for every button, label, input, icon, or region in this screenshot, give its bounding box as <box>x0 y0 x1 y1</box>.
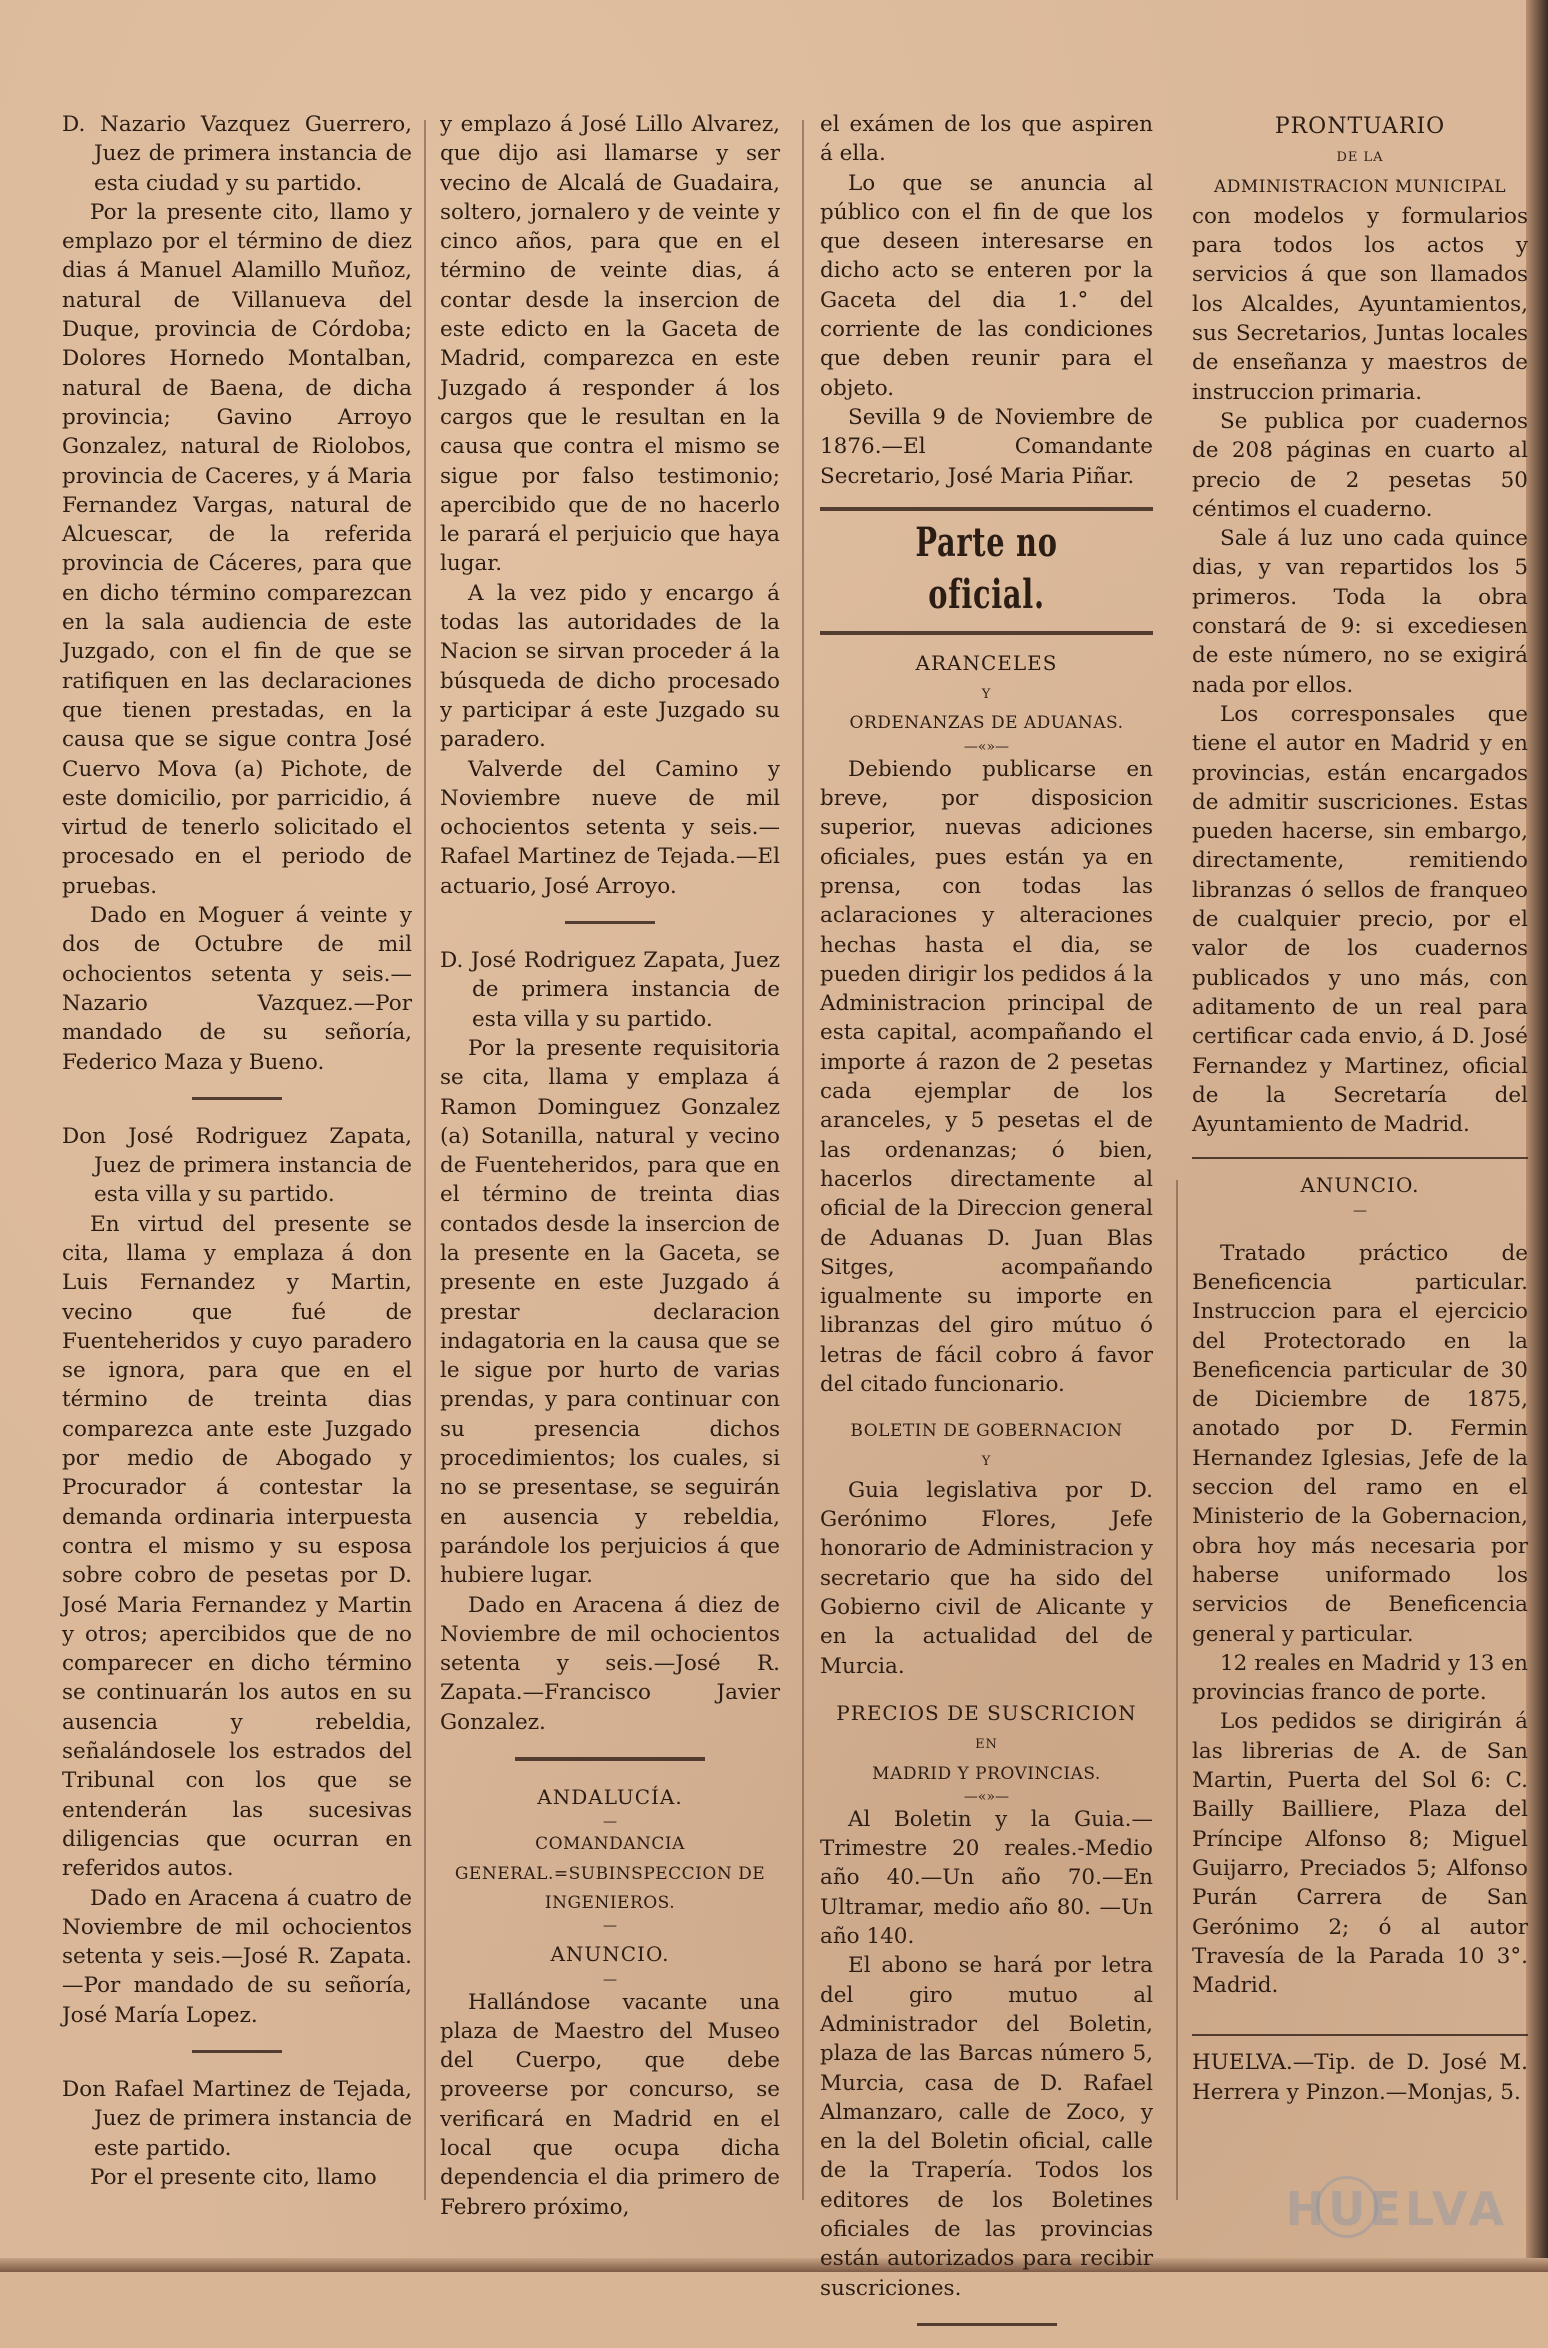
anuncio-text-1: Tratado práctico de Beneficencia particular. Instruccion para el ejercicio del Protectorado en la Beneficencia particular de 30 de Diciembre de 1875, anotado por D. Fermin Hernandez Iglesias, Jefe de la seccion del ramo en el Ministerio de la Gobernacion, obra hoy más necesaria por haberse uniformado los servicios de Beneficencia general y particular. <box>1192 1240 1528 1647</box>
edict4-header: D. José Rodriguez Zapata, Juez de primera instancia de esta villa y su partido. <box>440 948 780 1032</box>
madrid-provincias-heading: MADRID Y PROVINCIAS. <box>872 1763 1101 1784</box>
edict3-request: A la vez pido y encargo á todas las autoridades de la Nacion se sirvan proceder á la búsqueda de dicho procesado y participar á este Juzgado su paradero. <box>440 580 780 753</box>
aranceles-y: Y <box>981 687 992 703</box>
separator-rule <box>565 921 655 924</box>
edict1-body: Por la presente cito, llamo y emplazo por el término de diez dias á Manuel Alamillo Muñoz, natural de Villanueva del Duque, provincia de Córdoba; Dolores Hornedo Montalban, natural de Baena, de dicha provincia; Gavino Arroyo Gonzalez, natural de Riolobos, provincia de Caceres, y á Maria Fernandez Vargas, natural de Alcuescar, de la referida provincia de Cáceres, para que en dicho término comparezcan en la sala audiencia de este Juzgado, con el fin de que se ratifiquen en las declaraciones que tienen prestadas, en la causa que se sigue contra José Cuervo Mova (a) Pichote, de este domicilio, por parricidio, á virtud de tenerlo solicitado el procesado en el periodo de pruebas. <box>62 199 412 899</box>
section-rule <box>820 507 1153 511</box>
prontuario-text-4: Los corresponsales que tiene el autor en Madrid y en provincias, están encargados de admitir suscriciones. Estas pueden hacerse, sin embargo, directamente, remitiendo libranzas ó sellos de franqueo de cualquier precio, por el valor de los cuadernos publicados y uno más, con aditamento de un real para certificar cada envio, á D. José Fernandez y Martinez, oficial de la Secretaría del Ayuntamiento de Madrid. <box>1192 701 1528 1138</box>
short-dash: — <box>603 1918 617 1935</box>
andalucia-text-cont: el exámen de los que aspiren á ella. <box>820 112 1153 167</box>
anuncio-heading: ANUNCIO. <box>550 1942 670 1967</box>
separator-rule <box>1192 1157 1528 1159</box>
edict2-header: Don José Rodriguez Zapata, Juez de primera instancia de esta villa y su partido. <box>62 1123 412 1208</box>
separator-rule <box>917 2323 1057 2326</box>
section-rule <box>820 631 1153 635</box>
prontuario-de-la: DE LA <box>1336 150 1384 166</box>
aranceles-text: Debiendo publicarse en breve, por disposicion superior, nuevas adiciones oficiales, pues están ya en prensa, con todas las aclaraciones y alteraciones hechas hasta el dia, se pueden dirigir los pedidos á la Administracion principal de esta capital, acompañando el importe á razon de 2 pesetas cada ejemplar de los aranceles, y 5 pesetas el de las ordenanzas; ó bien, hacerlos directamente al oficial de la Direccion general de Aduanas D. Juan Blas Sitges, acompañando igualmente su importe en libranzas del giro mútuo ó letras de fácil cobro á favor del citado funcionario. <box>820 756 1153 1397</box>
edict1-header: D. Nazario Vazquez Guerrero, Juez de primera instancia de esta ciudad y su partido. <box>62 112 412 196</box>
prontuario-text-3: Sale á luz uno cada quince dias, y van repartidos los 5 primeros. Toda la obra constará de 9: si excediesen de este número, no se exigirá nada por ellos. <box>1192 526 1528 698</box>
short-dash: — <box>603 1814 617 1831</box>
admin-municipal-heading: ADMINISTRACION MUNICIPAL <box>1213 176 1507 197</box>
boletin-heading: BOLETIN DE GOBERNACION <box>850 1421 1123 1442</box>
prontuario-text-2: Se publica por cuadernos de 208 páginas en cuarto al precio de 2 pesetas 50 céntimos el cuaderno. <box>1192 408 1528 522</box>
separator-rule <box>1192 2034 1528 2036</box>
column-2 <box>440 110 780 2222</box>
archive-watermark: HUELVA <box>1285 2182 1508 2236</box>
andalucia-text: Hallándose vacante una plaza de Maestro del Museo del Cuerpo, que debe proveerse por concurso, se verificará en Madrid en el local que ocupa dicha dependencia el dia primero de Febrero próximo, <box>440 1989 780 2220</box>
edict2-body: En virtud del presente se cita, llama y emplaza á don Luis Fernandez y Martin, vecino que fué de Fuenteheridos y cuyo paradero se ignora, para que en el término de treinta dias comparezca ante este Juzgado por medio de Abogado y Procurador á contestar la demanda ordinaria interpuesta contra el mismo y su esposa sobre cobro de pesetas por D. José Maria Fernandez y Martin y otros; apercibidos que de no comparecer en dicho término se continuarán los autos en su ausencia y rebeldia, señalándosele los estrados del Tribunal con los que se entenderán las sucesivas diligencias que ocurran en referidos autos. <box>62 1211 412 1882</box>
short-dash: — <box>1353 1202 1367 1219</box>
boletin-y: Y <box>981 1453 992 1469</box>
column-rule-1 <box>424 120 426 2200</box>
andalucia-notice: Lo que se anuncia al público con el fin de que los que deseen interesarse en dicho acto se enteren por la Gaceta del dia 1.° del corriente de las condiciones que deben reunir para el objeto. <box>820 170 1153 401</box>
column-3 <box>820 110 1153 2348</box>
column-4 <box>1192 106 1528 2107</box>
ornament: —«»— <box>963 1788 1010 1805</box>
edict3-signature: Valverde del Camino y Noviembre nueve de mil ochocientos setenta y seis.—Rafael Martinez de Tejada.—El actuario, José Arroyo. <box>440 756 780 899</box>
prontuario-heading: PRONTUARIO <box>1274 114 1446 139</box>
comandancia-heading: COMANDANCIA GENERAL.=SUBINSPECCION DE INGENIEROS. <box>454 1834 766 1913</box>
andalucia-signature: Sevilla 9 de Noviembre de 1876.—El Comandante Secretario, José Maria Piñar. <box>820 404 1153 489</box>
edict4-body: Por la presente requisitoria se cita, llama y emplaza á Ramon Dominguez Gonzalez (a) Sotanilla, natural y vecino de Fuenteheridos, para que en el término de treinta dias contados desde la insercion de la presente en la Gaceta, se presente en este Juzgado á prestar declaracion indagatoria en la causa que se le sigue por hurto de varias prendas, y para continuar con su presencia dichos procedimientos; los cuales, si no se presentase, se seguirán en ausencia y rebeldia, parándole los perjuicios á que hubiere lugar. <box>440 1035 780 1589</box>
short-dash: — <box>603 1971 617 1988</box>
anuncio-text-3: Los pedidos se dirigirán á las librerias de A. de San Martin, Puerta del Sol 6: C. Bailly Bailliere, Plaza del Príncipe Alfonso 8; Miguel Guijarro, Preciados 5; Alfonso Purán Carrera de San Gerónimo 2; ó al autor Travesía de la Parada 10 3°. Madrid. <box>1192 1709 1528 1999</box>
ordenanzas-heading: ORDENANZAS DE ADUANAS. <box>849 713 1124 734</box>
andalucia-heading: ANDALUCÍA. <box>537 1785 683 1810</box>
edict3-header: Don Rafael Martinez de Tejada, Juez de primera instancia de este partido. <box>62 2077 412 2161</box>
page-bottom-edge <box>0 2258 1548 2272</box>
parte-no-oficial-title: Parte no oficial. <box>915 518 1058 618</box>
precios-heading: PRECIOS DE SUSCRICION <box>836 1700 1137 1725</box>
column-rule-2 <box>802 120 804 2200</box>
edict2-signature: Dado en Aracena á cuatro de Noviembre de mil ochocientos setenta y seis.—José R. Zapata.—Por mandado de su señoría, José María Lopez. <box>62 1885 412 2028</box>
anuncio-text-2: 12 reales en Madrid y 13 en provincias franco de porte. <box>1192 1650 1528 1706</box>
prontuario-text-1: con modelos y formularios para todos los actos y servicios á que son llamados los Alcaldes, Ayuntamientos, sus Secretarios, Juntas locales de enseñanza y maestros de instruccion primaria. <box>1192 203 1528 405</box>
column-1 <box>62 110 412 2192</box>
precios-text-1: Al Boletin y la Guia.—Trimestre 20 reales.-Medio año 40.—Un año 70.—En Ultramar, medio año 80. —Un año 140. <box>820 1806 1153 1950</box>
page-edge-shadow <box>1526 0 1548 2272</box>
anuncio-heading-2: ANUNCIO. <box>1300 1173 1420 1198</box>
ornament: —«»— <box>963 738 1010 755</box>
section-rule <box>515 1757 705 1761</box>
precios-text-2: El abono se hará por letra del giro mutuo al Administrador del Boletin, plaza de las Barcas número 5, Murcia, casa de D. Rafael Almanzaro, calle de Zoco, y en la del Boletin oficial, calle de la Trapería. Todos los editores de los Boletines oficiales de las provincias están autorizados para recibir suscriciones. <box>820 1953 1153 2301</box>
column-rule-3 <box>1176 1180 1178 2200</box>
edict4-signature: Dado en Aracena á diez de Noviembre de mil ochocientos setenta y seis.—José R. Zapata.—Francisco Javier Gonzalez. <box>440 1592 780 1735</box>
edict3-body-cont: y emplazo á José Lillo Alvarez, que dijo asi llamarse y ser vecino de Alcalá de Guadaira, soltero, jornalero y de veinte y cinco años, para que en el término de veinte dias, á contar desde la insercion de este edicto en la Gaceta de Madrid, comparezca en este Juzgado á responder á los cargos que le resultan en la causa que contra el mismo se sigue por falso testimonio; apercibido que de no hacerlo le parará el perjuicio que haya lugar. <box>440 112 780 577</box>
precios-en: EN <box>975 1737 998 1753</box>
edict1-signature: Dado en Moguer á veinte y dos de Octubre de mil ochocientos setenta y seis.—Nazario Vazquez.—Por mandado de su señoría, Federico Maza y Bueno. <box>62 903 412 1075</box>
separator-rule <box>192 1097 282 1100</box>
boletin-text: Guia legislativa por D. Gerónimo Flores, Jefe honorario de Administracion y secretario que ha sido del Gobierno civil de Alicante y en la actualidad del de Murcia. <box>820 1477 1153 1679</box>
aranceles-heading: ARANCELES <box>915 650 1058 675</box>
edict3-body-start: Por el presente cito, llamo <box>90 2164 377 2190</box>
printer-imprint: HUELVA.—Tip. de D. José M. Herrera y Pinzon.—Monjas, 5. <box>1192 2050 1528 2105</box>
separator-rule <box>192 2050 282 2053</box>
